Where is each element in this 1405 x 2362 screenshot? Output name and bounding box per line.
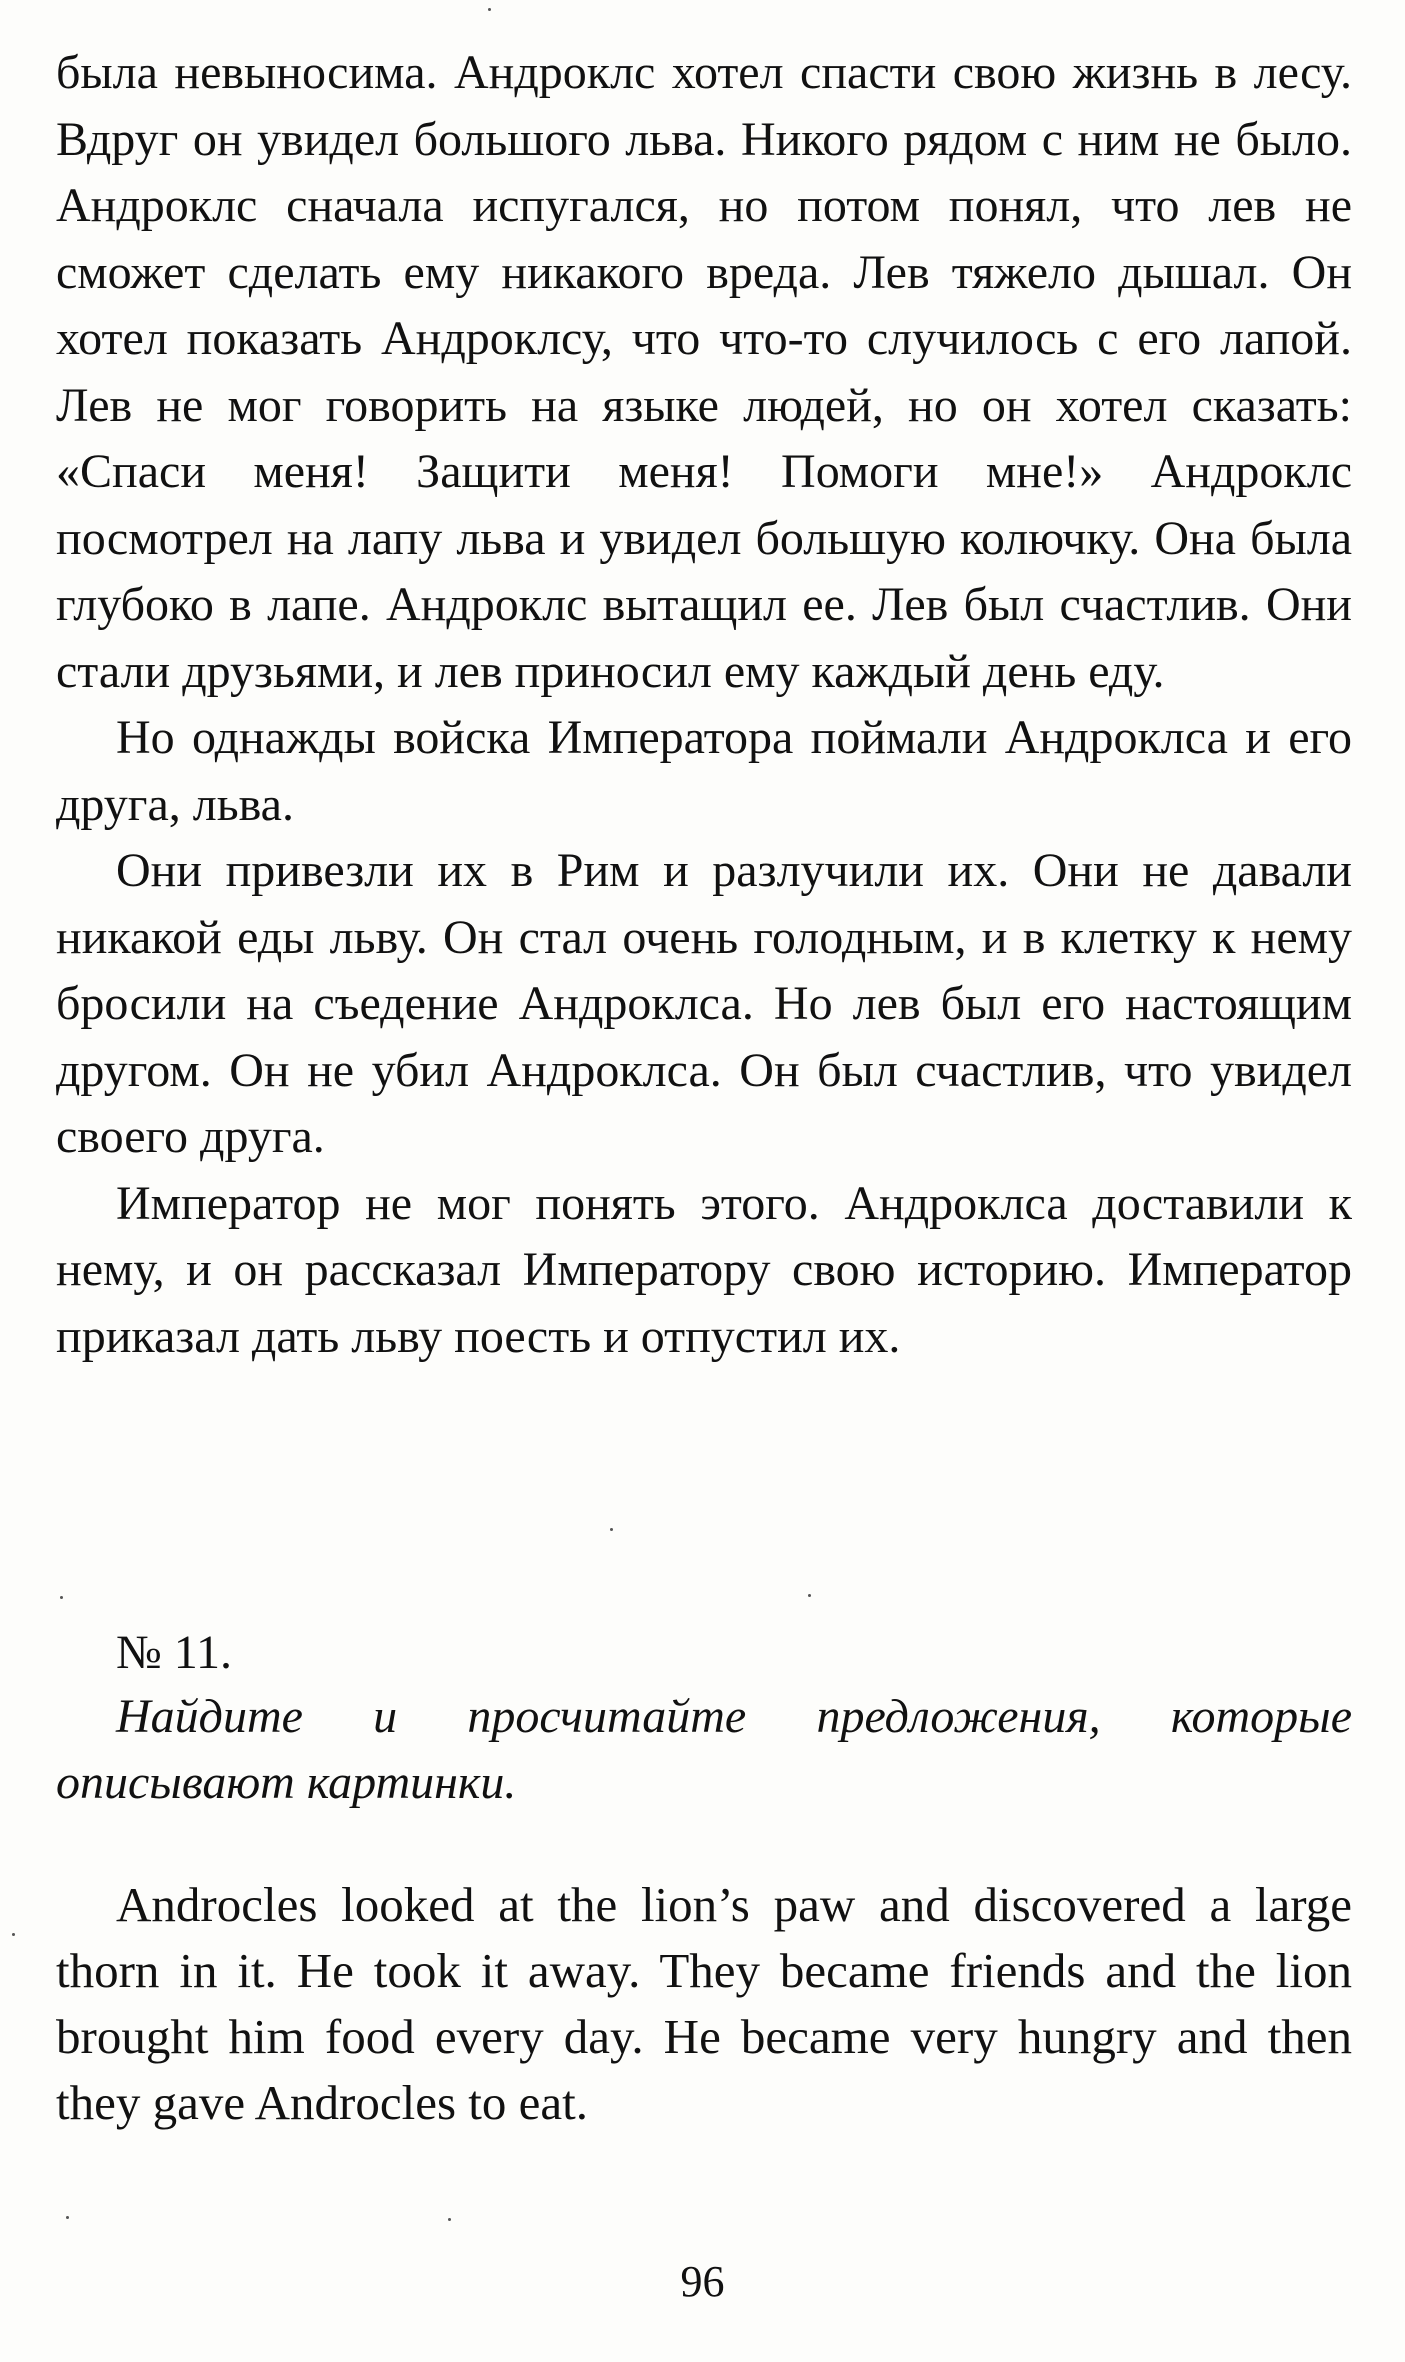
scan-speck (60, 1596, 63, 1599)
story-paragraph-3: Они привезли их в Рим и разлучили их. Они не давали никакой еды льву. Он стал очень голодным, и в клетку к нему бросили на съедение Андроклса. Но лев был его настоящим другом. Он не убил Андроклса. Он был счастлив, что увидел своего друга. (56, 844, 1352, 1163)
page-number: 96 (680, 2257, 725, 2306)
story-text (56, 40, 1352, 1370)
exercise-instruction: Найдите и просчитайте предложения, которые описывают картинки. (56, 1690, 1352, 1809)
scan-speck (12, 1933, 15, 1936)
scan-speck (808, 1594, 811, 1597)
scan-speck (488, 8, 491, 11)
scan-speck (448, 2218, 451, 2221)
story-paragraph-4: Император не мог понять этого. Андроклса доставили к нему, и он рассказал Императору свою историю. Император приказал дать льву поесть и отпустил их. (56, 1176, 1352, 1363)
english-text: Androcles looked at the lion’s paw and discovered a large thorn in it. He took it away. They became friends and the lion brought him food every day. He became very hungry and then they gave Androcles to eat. (56, 1877, 1352, 2130)
exercise-number: № 11. (116, 1626, 233, 1679)
story-paragraph-1: была невыносима. Андроклс хотел спасти свою жизнь в лесу. Вдруг он увидел большого льва. Никого рядом с ним не было. Андроклс сначала испугался, но потом понял, что лев не сможет сделать ему никакого вреда. Лев тяжело дышал. Он хотел показать Андроклсу, что что-то случилось с его лапой. Лев не мог говорить на языке людей, но он хотел сказать: «Спаси меня! Защити меня! Помоги мне!» Андроклс посмотрел на лапу льва и увидел большую колючку. Она была глубоко в лапе. Андроклс вытащил ее. Лев был счастлив. Они стали друзьями, и лев приносил ему каждый день еду. (56, 46, 1352, 698)
scan-speck (66, 2216, 69, 2219)
scan-speck (610, 1528, 613, 1531)
story-paragraph-2: Но однажды войска Императора поймали Андроклса и его друга, льва. (56, 711, 1352, 831)
